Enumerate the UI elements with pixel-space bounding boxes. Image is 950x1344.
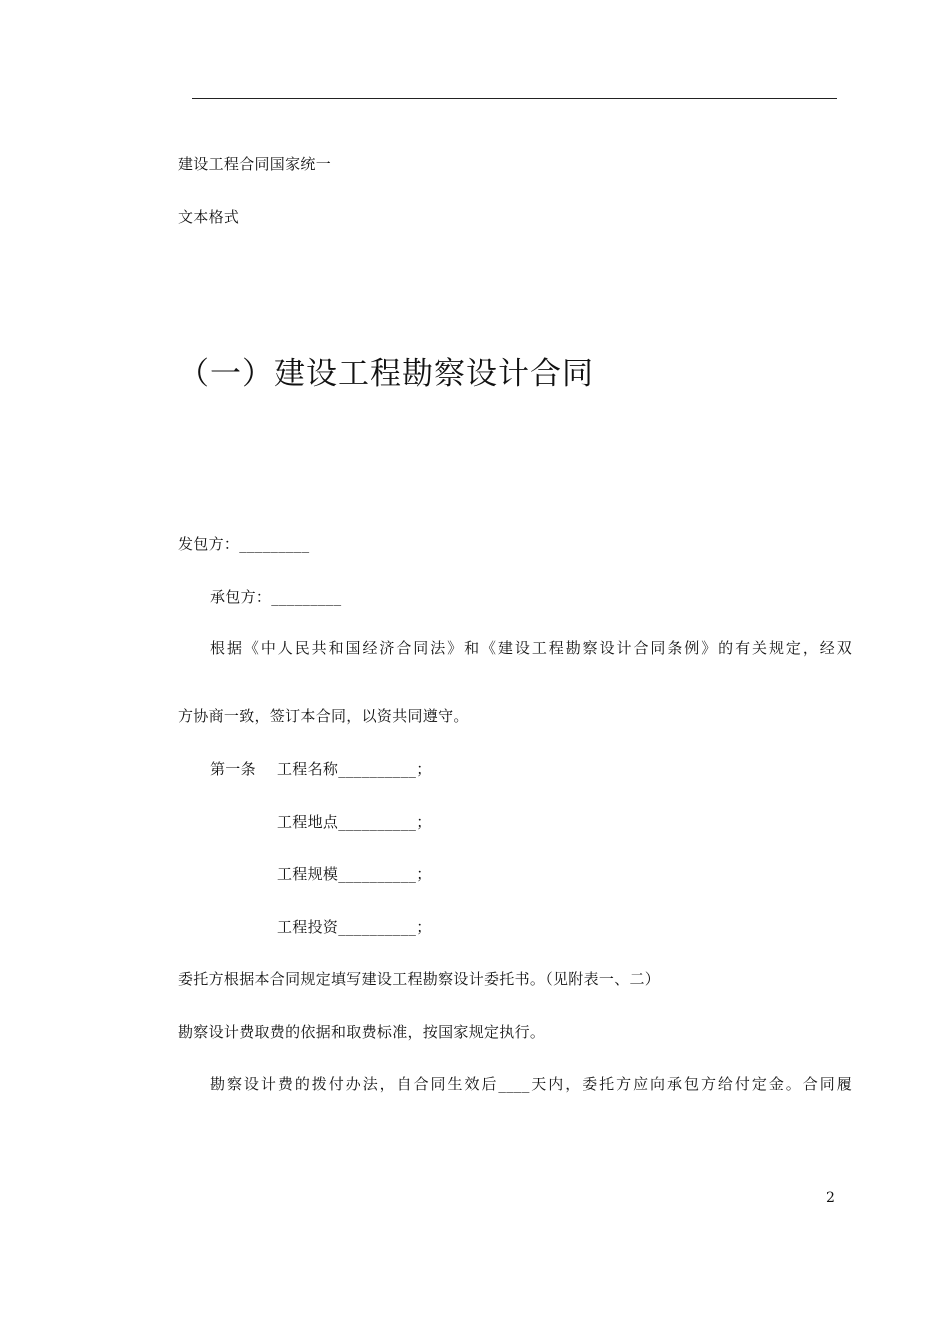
header-line-2: 文本格式 <box>178 208 240 226</box>
commission-clause: 委托方根据本合同规定填写建设工程勘察设计委托书。（见附表一、二） <box>178 970 661 988</box>
header-line-1: 建设工程合同国家统一 <box>178 155 332 173</box>
preamble-line-1: 根据《中人民共和国经济合同法》和《建设工程勘察设计合同条例》的有关规定，经双 <box>210 639 852 657</box>
project-scale-item: 工程规模__________； <box>277 865 432 883</box>
employer-line: 发包方：_________ <box>178 535 310 553</box>
article-1-heading: 第一条 <box>210 760 256 778</box>
contractor-line: 承包方：_________ <box>210 588 342 606</box>
preamble-line-2: 方协商一致，签订本合同，以资共同遵守。 <box>178 707 469 725</box>
project-investment-item: 工程投资__________； <box>277 918 432 936</box>
document-title: （一）建设工程勘察设计合同 <box>178 356 594 392</box>
payment-clause: 勘察设计费的拨付办法，自合同生效后____天内，委托方应向承包方给付定金。合同履 <box>210 1075 852 1093</box>
page-number: 2 <box>826 1190 835 1206</box>
header-rule <box>192 98 837 99</box>
project-name-item: 工程名称__________； <box>277 760 432 778</box>
project-location-item: 工程地点__________； <box>277 813 432 831</box>
fee-basis-clause: 勘察设计费取费的依据和取费标准，按国家规定执行。 <box>178 1023 546 1041</box>
